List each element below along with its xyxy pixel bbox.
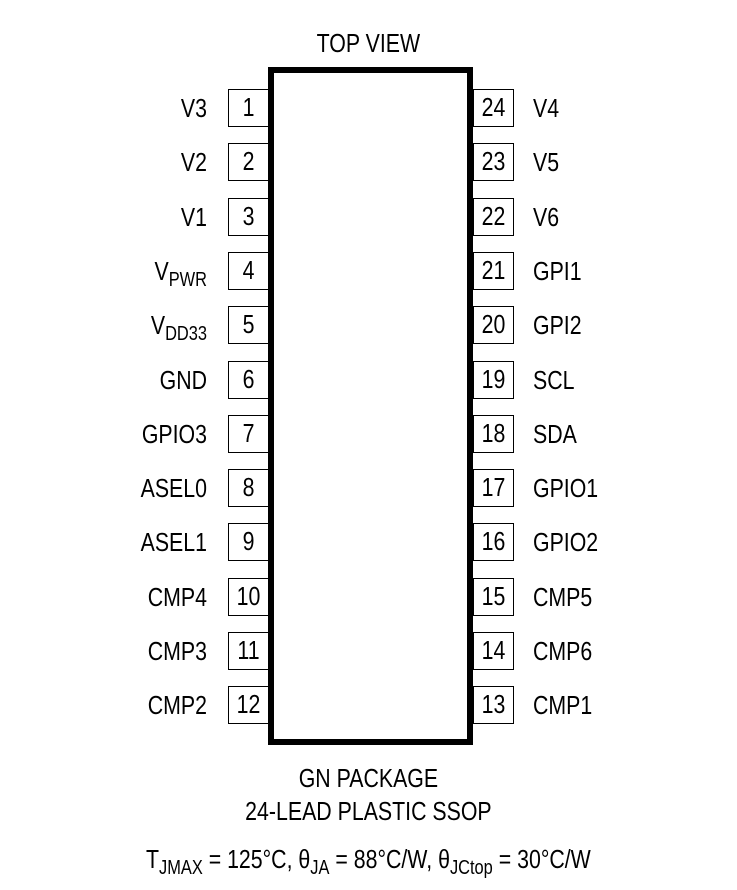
- pin-label: [76, 93, 207, 123]
- pin-box: [473, 686, 514, 724]
- pin-name: V: [150, 310, 166, 341]
- pin-box: [473, 415, 514, 453]
- pin-box: [473, 198, 514, 236]
- pin-box: [228, 361, 269, 399]
- pin-box: [473, 143, 514, 181]
- pin-name: GPIO1: [533, 473, 599, 504]
- pin-name: GPI2: [533, 310, 582, 341]
- pin-name: GND: [159, 364, 207, 395]
- ic-package-body: [268, 67, 473, 745]
- pin-box: [473, 252, 514, 290]
- pin-name: CMP5: [533, 581, 593, 612]
- pin-label: [76, 527, 207, 557]
- pin-box: [473, 523, 514, 561]
- pin-number: 1: [242, 92, 255, 122]
- theta-ja-sub: JA: [310, 857, 330, 879]
- pin-name: V: [154, 255, 169, 286]
- pin-label: [76, 202, 207, 232]
- pin-number: 4: [242, 254, 255, 285]
- pin-label: [533, 582, 592, 612]
- pin-name: V6: [533, 201, 560, 232]
- pin-label: [76, 147, 207, 177]
- pin-number: 24: [481, 92, 506, 122]
- pin-number: 2: [242, 146, 255, 177]
- pin-label: [76, 690, 207, 720]
- pin-box: [228, 578, 269, 616]
- pin-name-subscript: PWR: [168, 268, 207, 291]
- pin-name: SCL: [533, 364, 575, 395]
- pin-label: [76, 582, 207, 612]
- pin-number: 8: [242, 472, 255, 503]
- tjmax-value: = 125°C,: [202, 844, 299, 874]
- pin-label: [533, 636, 592, 666]
- pin-name: CMP6: [533, 636, 593, 666]
- pin-label: [533, 256, 582, 286]
- pin-number: 18: [481, 417, 506, 448]
- pin-box: [228, 306, 269, 344]
- pin-name: CMP2: [147, 690, 207, 721]
- pin-name: GPI1: [533, 255, 582, 286]
- pin-label: [533, 147, 559, 177]
- pin-box: [228, 89, 269, 127]
- pin-number: 5: [242, 309, 255, 340]
- pin-box: [473, 306, 514, 344]
- pin-label: [76, 310, 207, 346]
- theta-jc-value: = 30°C/W: [492, 844, 591, 874]
- pin-name: CMP1: [533, 690, 593, 721]
- pin-box: [228, 523, 269, 561]
- pin-box: [228, 252, 269, 290]
- pin-number: 11: [237, 635, 260, 665]
- pin-label: [533, 93, 559, 123]
- pin-name: V4: [533, 93, 560, 123]
- theta-ja-value: = 88°C/W,: [329, 844, 439, 874]
- package-description: 24-LEAD PLASTIC SSOP: [245, 796, 492, 826]
- pin-number: 17: [481, 472, 506, 503]
- pin-box: [228, 632, 269, 670]
- pin-name: GPIO2: [533, 527, 599, 558]
- pin-number: 16: [481, 526, 506, 557]
- pin-box: [228, 469, 269, 507]
- pin-box: [228, 415, 269, 453]
- pin-name: GPIO3: [141, 418, 207, 449]
- pin-label: [76, 255, 207, 291]
- pin-name: ASEL1: [140, 527, 207, 558]
- pin-number: 6: [242, 363, 255, 394]
- theta-jc-sub: JCtop: [449, 857, 493, 879]
- pin-label: [533, 419, 577, 449]
- pin-box: [473, 578, 514, 616]
- pin-name: CMP4: [147, 581, 207, 612]
- pin-number: 7: [242, 417, 255, 448]
- pin-number: 20: [481, 309, 506, 340]
- pin-number: 14: [481, 635, 506, 665]
- thermal-specs: [66, 844, 670, 879]
- pin-number: 19: [481, 363, 506, 394]
- pin-name: V2: [180, 147, 207, 178]
- tjmax-symbol: T: [146, 844, 160, 874]
- pin-label: [533, 310, 582, 340]
- pin-name: SDA: [533, 418, 577, 449]
- pin-box: [473, 361, 514, 399]
- pin-number: 22: [481, 200, 506, 231]
- pin-number: 9: [242, 526, 255, 557]
- pin-label: [533, 527, 598, 557]
- pin-box: [473, 89, 514, 127]
- pin-name-subscript: DD33: [165, 323, 207, 346]
- pin-name: V1: [180, 201, 207, 232]
- pin-number: 13: [481, 689, 506, 720]
- pin-number: 23: [481, 146, 506, 177]
- pin-label: [533, 202, 559, 232]
- pin-label: [76, 636, 207, 666]
- tjmax-sub: JMAX: [159, 857, 203, 879]
- theta-jc-symbol: θ: [438, 844, 450, 874]
- top-view-title: TOP VIEW: [316, 28, 421, 58]
- pin-name: CMP3: [147, 636, 207, 666]
- pin-number: 12: [236, 689, 261, 720]
- pin-label: [76, 365, 207, 395]
- pin-label: [533, 690, 592, 720]
- pin-label: [533, 365, 574, 395]
- pin-box: [228, 143, 269, 181]
- pin-label: [533, 473, 598, 503]
- theta-ja-symbol: θ: [298, 844, 311, 874]
- pin-number: 3: [242, 200, 255, 231]
- pin-box: [473, 469, 514, 507]
- pin-name: V5: [533, 147, 560, 178]
- pin-box: [228, 686, 269, 724]
- pin-number: 10: [236, 580, 261, 611]
- pin-name: ASEL0: [140, 473, 207, 504]
- pin-box: [473, 632, 514, 670]
- package-name: GN PACKAGE: [298, 763, 439, 793]
- pin-name: V3: [180, 93, 207, 123]
- pin-number: 15: [481, 580, 506, 611]
- pin-number: 21: [481, 254, 506, 285]
- pin-label: [76, 419, 207, 449]
- pin-label: [76, 473, 207, 503]
- pin-box: [228, 198, 269, 236]
